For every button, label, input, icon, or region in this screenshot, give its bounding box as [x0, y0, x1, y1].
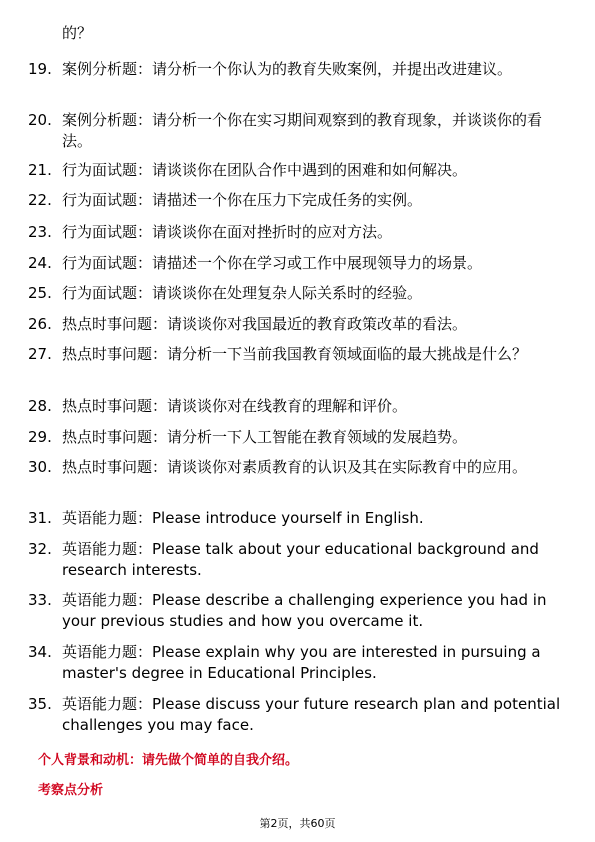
item-text: 英语能力题：Please introduce yourself in English. [62, 509, 424, 527]
item-number: 27. [28, 345, 52, 363]
item-number: 20. [28, 111, 52, 129]
item-number: 21. [28, 161, 52, 179]
item-number: 22. [28, 191, 52, 209]
item-number: 23. [28, 223, 52, 241]
item-number: 24. [28, 254, 52, 272]
item-number: 32. [28, 540, 52, 558]
item-number: 34. [28, 643, 52, 661]
item-text: 行为面试题：请谈谈你在处理复杂人际关系时的经验。 [62, 284, 423, 302]
item-number: 33. [28, 591, 52, 609]
section-heading: 个人背景和动机：请先做个简单的自我介绍。 [38, 753, 299, 768]
item-text: 案例分析题：请分析一个你认为的教育失败案例，并提出改进建议。 [62, 60, 513, 78]
item-number: 26. [28, 315, 52, 333]
continuation-text: 的？ [62, 24, 93, 42]
item-text: 行为面试题：请谈谈你在团队合作中遇到的困难和如何解决。 [62, 161, 468, 179]
item-text: 案例分析题：请分析一个你在实习期间观察到的教育现象，并谈谈你的看法。 [62, 111, 543, 150]
page-footer: 第2页，共60页 [259, 817, 336, 830]
item-text: 行为面试题：请谈谈你在面对挫折时的应对方法。 [62, 223, 393, 241]
item-text: 英语能力题：Please talk about your educational background and research interests. [62, 540, 539, 579]
item-number: 29. [28, 428, 52, 446]
item-text: 热点时事问题：请谈谈你对在线教育的理解和评价。 [62, 397, 408, 415]
item-number: 25. [28, 284, 52, 302]
item-number: 31. [28, 509, 52, 527]
item-text: 英语能力题：Please describe a challenging experience you had in your previous studies and how you overcame it. [62, 591, 547, 630]
item-text: 英语能力题：Please discuss your future research plan and potential challenges you may face. [62, 695, 561, 734]
item-number: 35. [28, 695, 52, 713]
item-text: 英语能力题：Please explain why you are interested in pursuing a master's degree in Educational Principles. [62, 643, 541, 682]
item-text: 热点时事问题：请谈谈你对我国最近的教育政策改革的看法。 [62, 315, 468, 333]
item-number: 28. [28, 397, 52, 415]
item-text: 热点时事问题：请谈谈你对素质教育的认识及其在实际教育中的应用。 [62, 458, 528, 476]
subheading: 考察点分析 [38, 783, 104, 798]
item-text: 行为面试题：请描述一个你在学习或工作中展现领导力的场景。 [62, 254, 483, 272]
item-number: 30. [28, 458, 52, 476]
item-number: 19. [28, 60, 52, 78]
item-text: 行为面试题：请描述一个你在压力下完成任务的实例。 [62, 191, 423, 209]
item-text: 热点时事问题：请分析一下当前我国教育领域面临的最大挑战是什么？ [62, 345, 528, 363]
item-text: 热点时事问题：请分析一下人工智能在教育领域的发展趋势。 [62, 428, 468, 446]
